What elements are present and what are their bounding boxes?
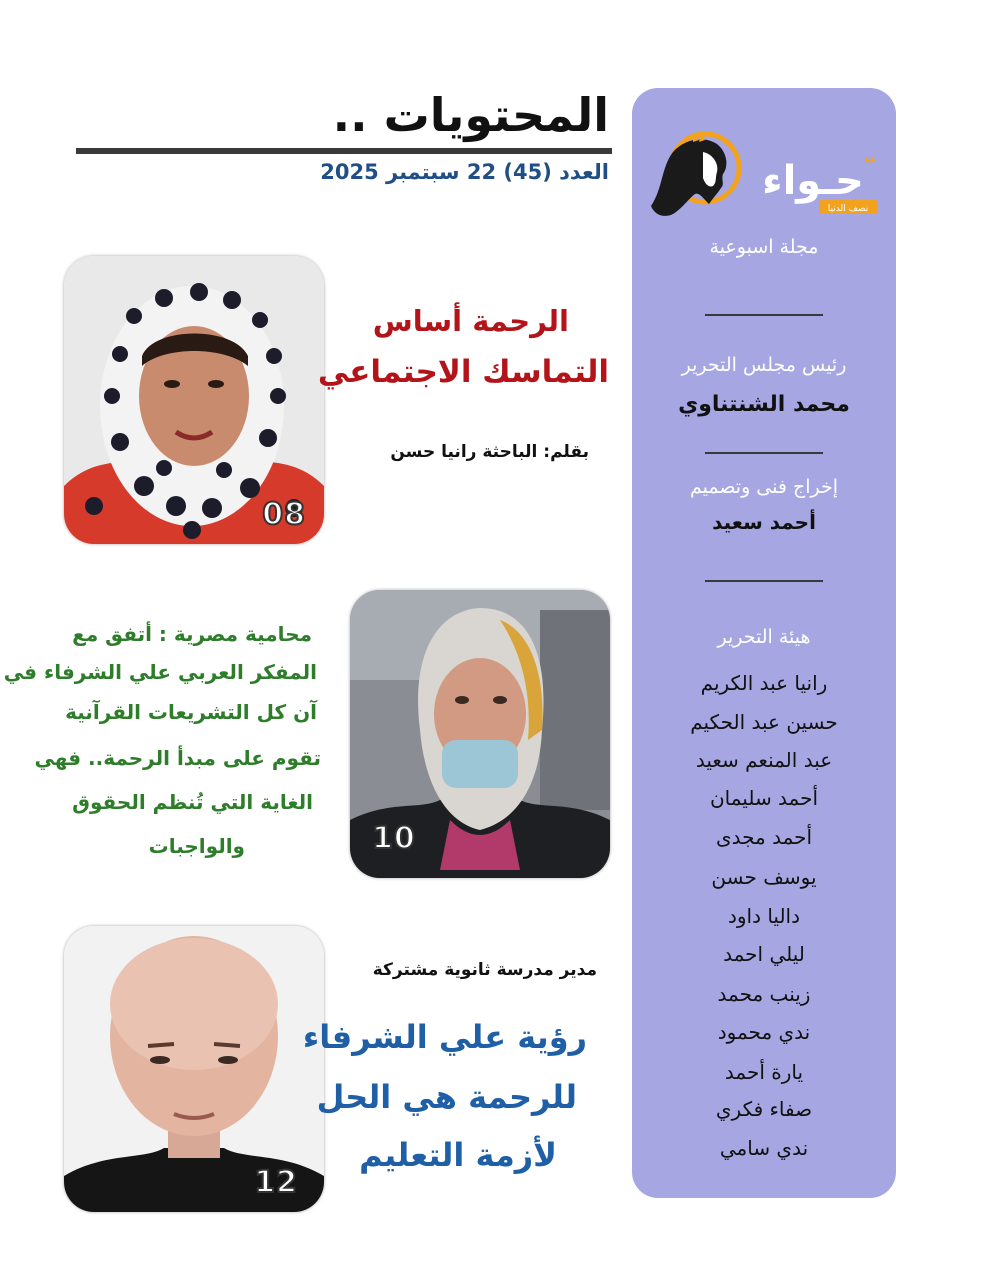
article-2-line[interactable]: الغاية التي تُنظم الحقوق (72, 790, 313, 814)
board-member: ندي سامي (719, 1136, 809, 1160)
board-member: ليلي احمد (723, 942, 805, 966)
sidebar-divider (705, 452, 823, 454)
header-divider (76, 148, 612, 154)
article-1-title-line2[interactable]: التماسك الاجتماعي (317, 354, 609, 390)
article-2-line[interactable]: المفكر العربي علي الشرفاء في (3, 660, 317, 684)
article-photo-3[interactable] (64, 926, 324, 1212)
sidebar-divider (705, 314, 823, 316)
sidebar-divider (705, 580, 823, 582)
chief-editor-label: رئيس مجلس التحرير (681, 354, 847, 376)
page-title: المحتويات .. (332, 88, 609, 142)
board-member: يوسف حسن (711, 865, 817, 889)
article-photo-1[interactable] (64, 256, 324, 544)
page-number: 08 (262, 497, 306, 532)
board-member: زينب محمد (717, 982, 811, 1006)
article-3-title-line1[interactable]: رؤية علي الشرفاء (302, 1018, 587, 1056)
article-2-line[interactable]: محامية مصرية : أتفق مع (72, 622, 312, 646)
article-photo-2[interactable] (350, 590, 610, 878)
editorial-board-label: هيئة التحرير (717, 626, 811, 648)
magazine-type: مجلة اسبوعية (709, 236, 819, 258)
page-number: 10 (372, 821, 416, 856)
chief-editor-name: محمد الشنتناوي (678, 392, 850, 417)
board-member: داليا داود (727, 904, 801, 928)
article-3-title-line3[interactable]: لأزمة التعليم (359, 1136, 557, 1174)
article-1-title-line1[interactable]: الرحمة أساس (372, 304, 569, 338)
magazine-logo (643, 128, 883, 228)
article-3-kicker: مدير مدرسة ثانوية مشتركة (372, 960, 597, 980)
board-member: ندي محمود (717, 1020, 811, 1044)
designer-name: أحمد سعيد (712, 510, 816, 534)
article-2-line[interactable]: تقوم على مبدأ الرحمة.. فهي (34, 746, 321, 770)
article-3-title-line2[interactable]: للرحمة هي الحل (316, 1078, 577, 1116)
board-member: حسين عبد الحكيم (690, 710, 838, 734)
logo-wordmark: حـواء (762, 158, 864, 204)
board-member: رانيا عبد الكريم (700, 671, 828, 695)
article-2-line[interactable]: والواجبات (148, 834, 245, 858)
article-2-line[interactable]: آن كل التشريعات القرآنية (65, 700, 317, 724)
board-member: صفاء فكري (715, 1097, 813, 1121)
logo-tagline: نصف الدنيا (827, 204, 869, 214)
issue-info: العدد (45) 22 سبتمبر 2025 (320, 160, 609, 184)
board-member: عبد المنعم سعيد (695, 748, 833, 772)
design-label: إخراج فنى وتصميم (689, 476, 839, 498)
woman-silhouette-logo-icon (643, 128, 883, 228)
page-number: 12 (254, 1165, 298, 1200)
board-member: أحمد مجدى (715, 825, 813, 849)
board-member: أحمد سليمان (709, 786, 819, 810)
article-1-byline: بقلم: الباحثة رانيا حسن (390, 442, 589, 462)
board-member: يارة أحمد (724, 1060, 804, 1084)
